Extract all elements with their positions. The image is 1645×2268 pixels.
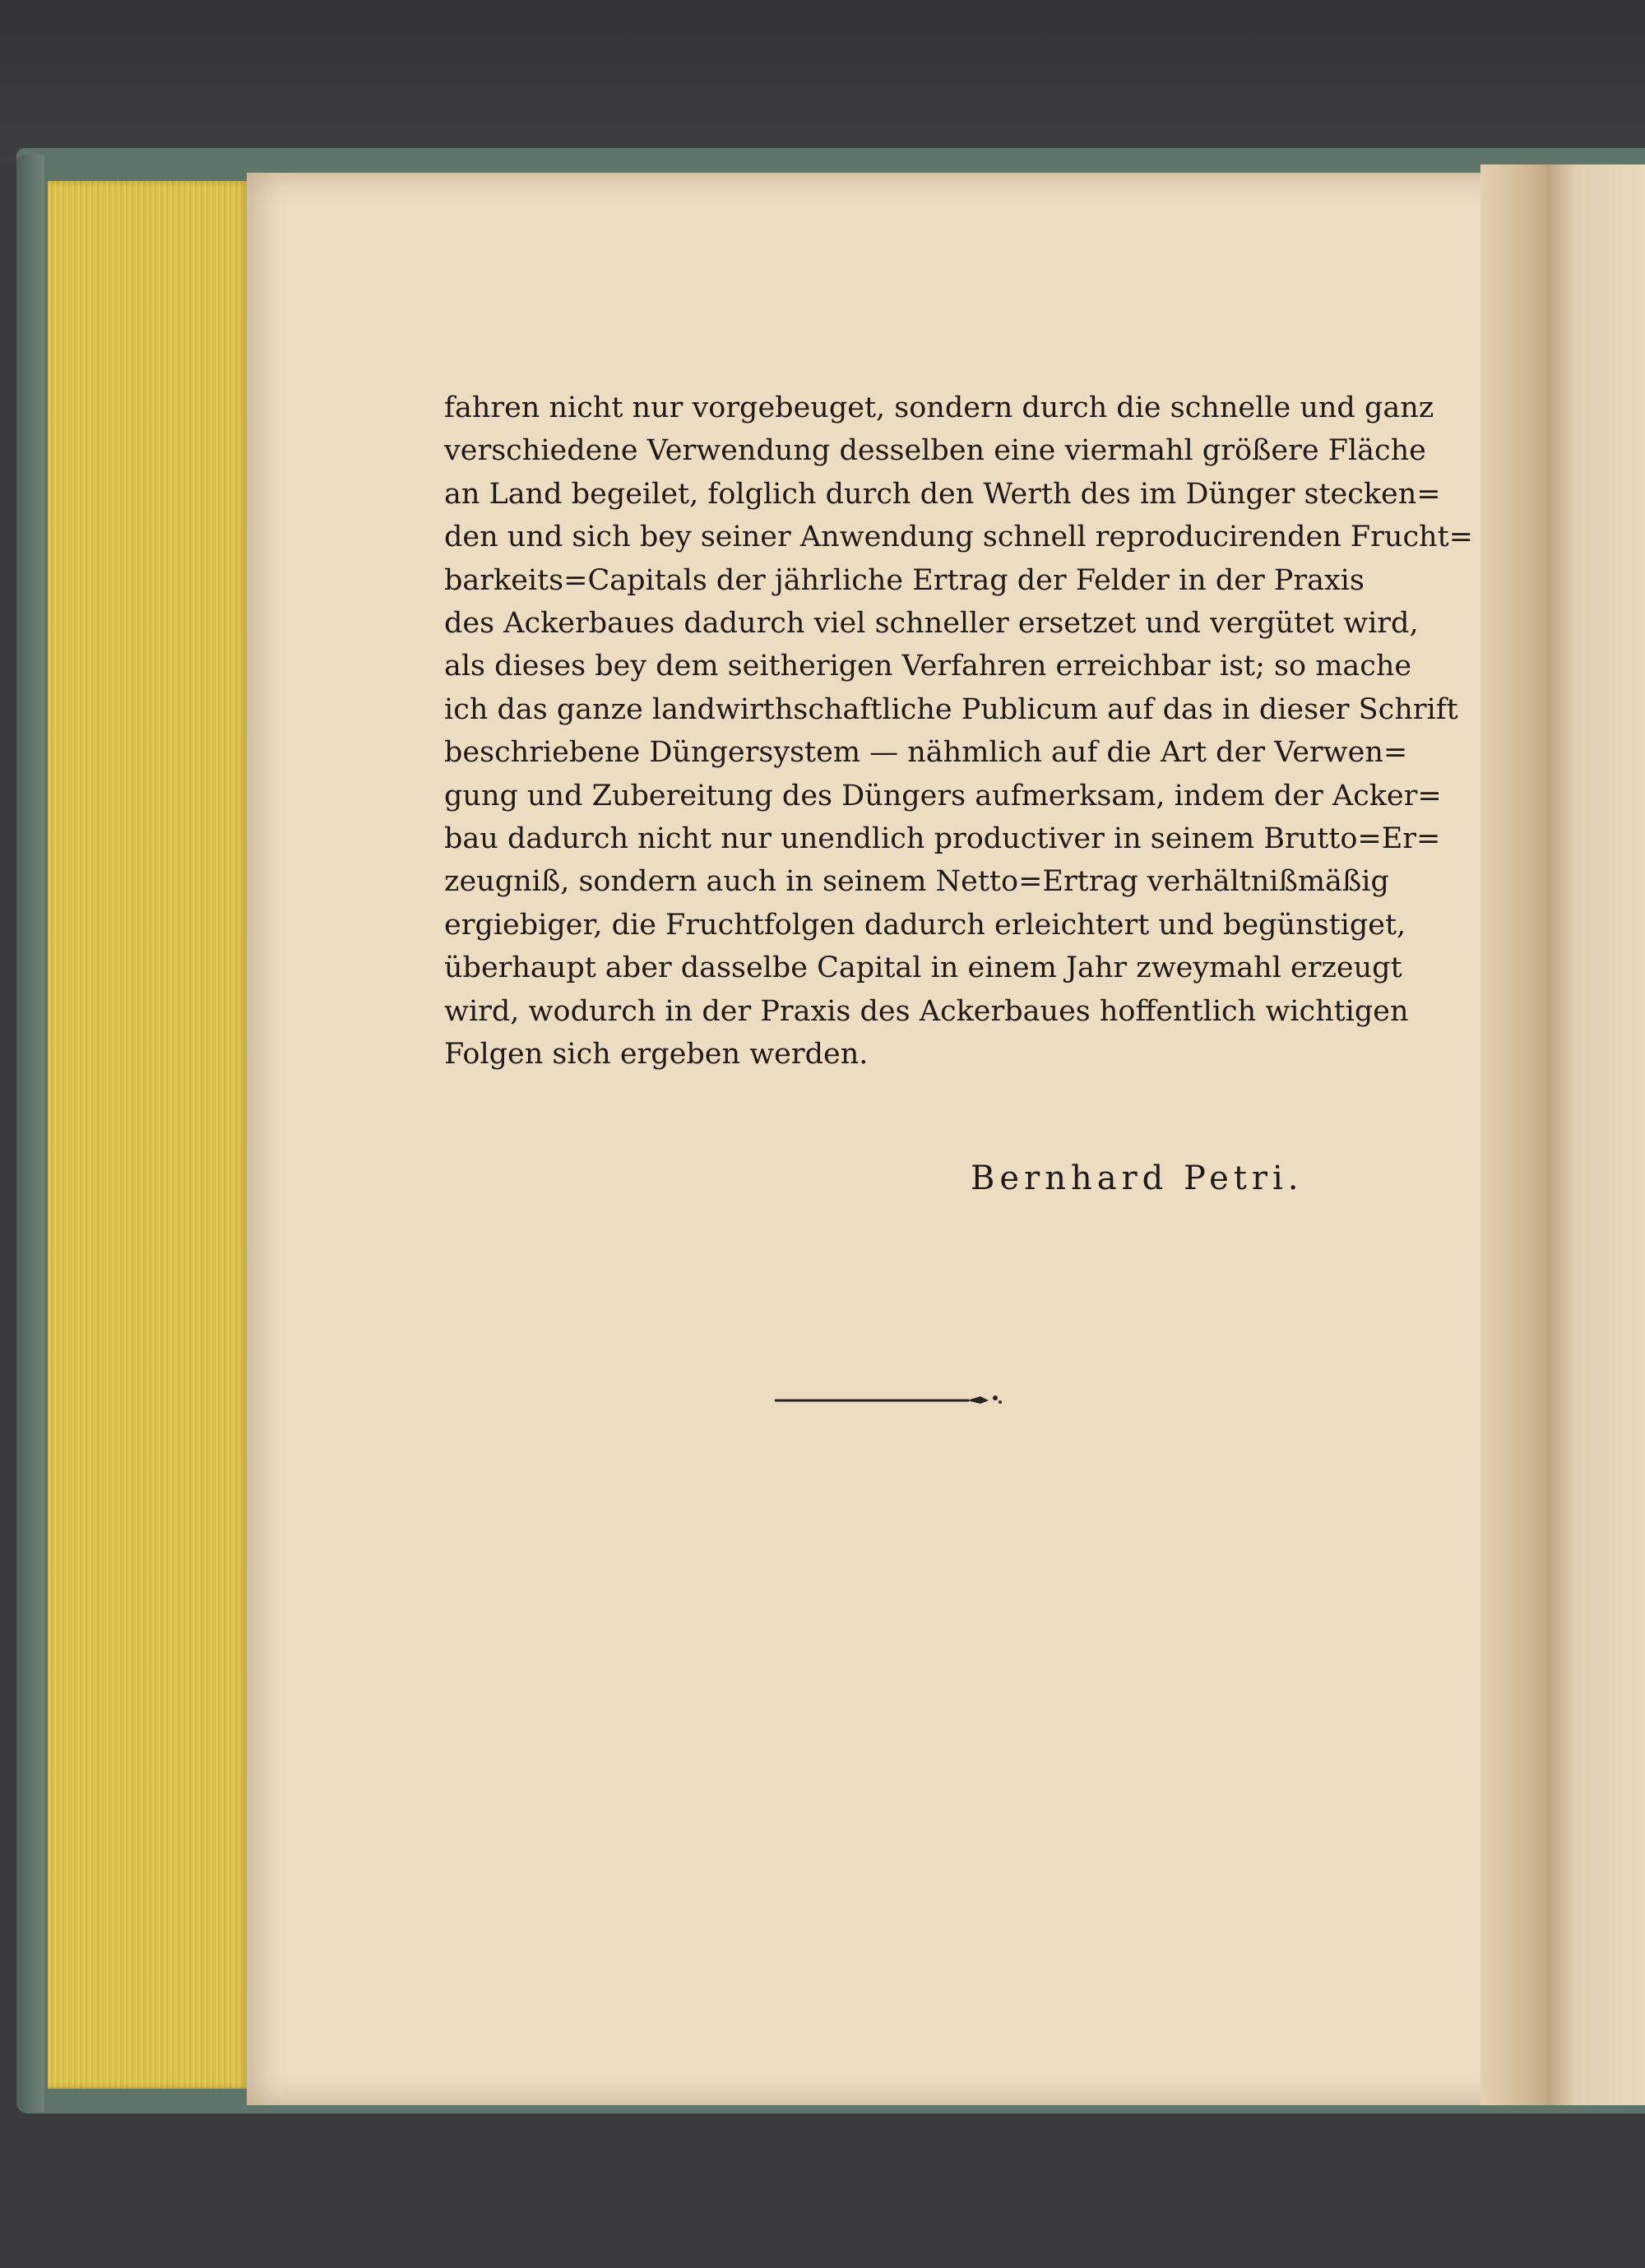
text-line: als dieses bey dem seitherigen Verfahren erreichbar ist; so mache <box>444 650 1412 683</box>
text-line: an Land begeilet, folglich durch den Werth des im Dünger stecken= <box>444 477 1441 511</box>
text-line: gung und Zubereitung des Düngers aufmerksam, indem der Acker= <box>444 779 1442 812</box>
text-line: ich das ganze landwirthschaftliche Publicum auf das in dieser Schrift <box>444 692 1458 726</box>
end-ornament <box>773 1391 1003 1408</box>
body-text <box>444 386 1473 1076</box>
text-line: fahren nicht nur vorgebeuget, sondern durch die schnelle und ganz <box>444 391 1434 424</box>
page-gutter <box>1480 164 1546 2105</box>
facing-page-edge <box>1546 164 1645 2105</box>
text-line: verschiedene Verwendung desselben eine viermahl größere Fläche <box>444 434 1426 468</box>
text-line: barkeits=Capitals der jährliche Ertrag der Felder in der Praxis <box>444 563 1365 597</box>
text-line: zeugniß, sondern auch in seinem Netto=Ertrag verhältnißmäßig <box>444 865 1389 899</box>
text-line: ergiebiger, die Fruchtfolgen dadurch erleichtert und begünstiget, <box>444 908 1406 942</box>
text-line: Folgen sich ergeben werden. <box>444 1038 869 1072</box>
text-line: beschriebene Düngersystem — nähmlich auf die Art der Verwen= <box>444 736 1408 770</box>
text-line: wird, wodurch in der Praxis des Ackerbaues hoffentlich wichtigen <box>444 994 1409 1028</box>
page-edges <box>48 181 250 2089</box>
text-line: überhaupt aber dasselbe Capital in einem Jahr zweymahl erzeugt <box>444 951 1402 985</box>
background <box>0 0 1645 164</box>
book-cover-edge <box>16 155 44 2112</box>
text-line: des Ackerbaues dadurch viel schneller ersetzet und vergütet wird, <box>444 607 1419 641</box>
text-line: den und sich bey seiner Anwendung schnell reproducirenden Frucht= <box>444 521 1473 554</box>
text-line: bau dadurch nicht nur unendlich productiver in seinem Brutto=Er= <box>444 822 1441 856</box>
author-signature: Bernhard Petri. <box>971 1159 1304 1197</box>
